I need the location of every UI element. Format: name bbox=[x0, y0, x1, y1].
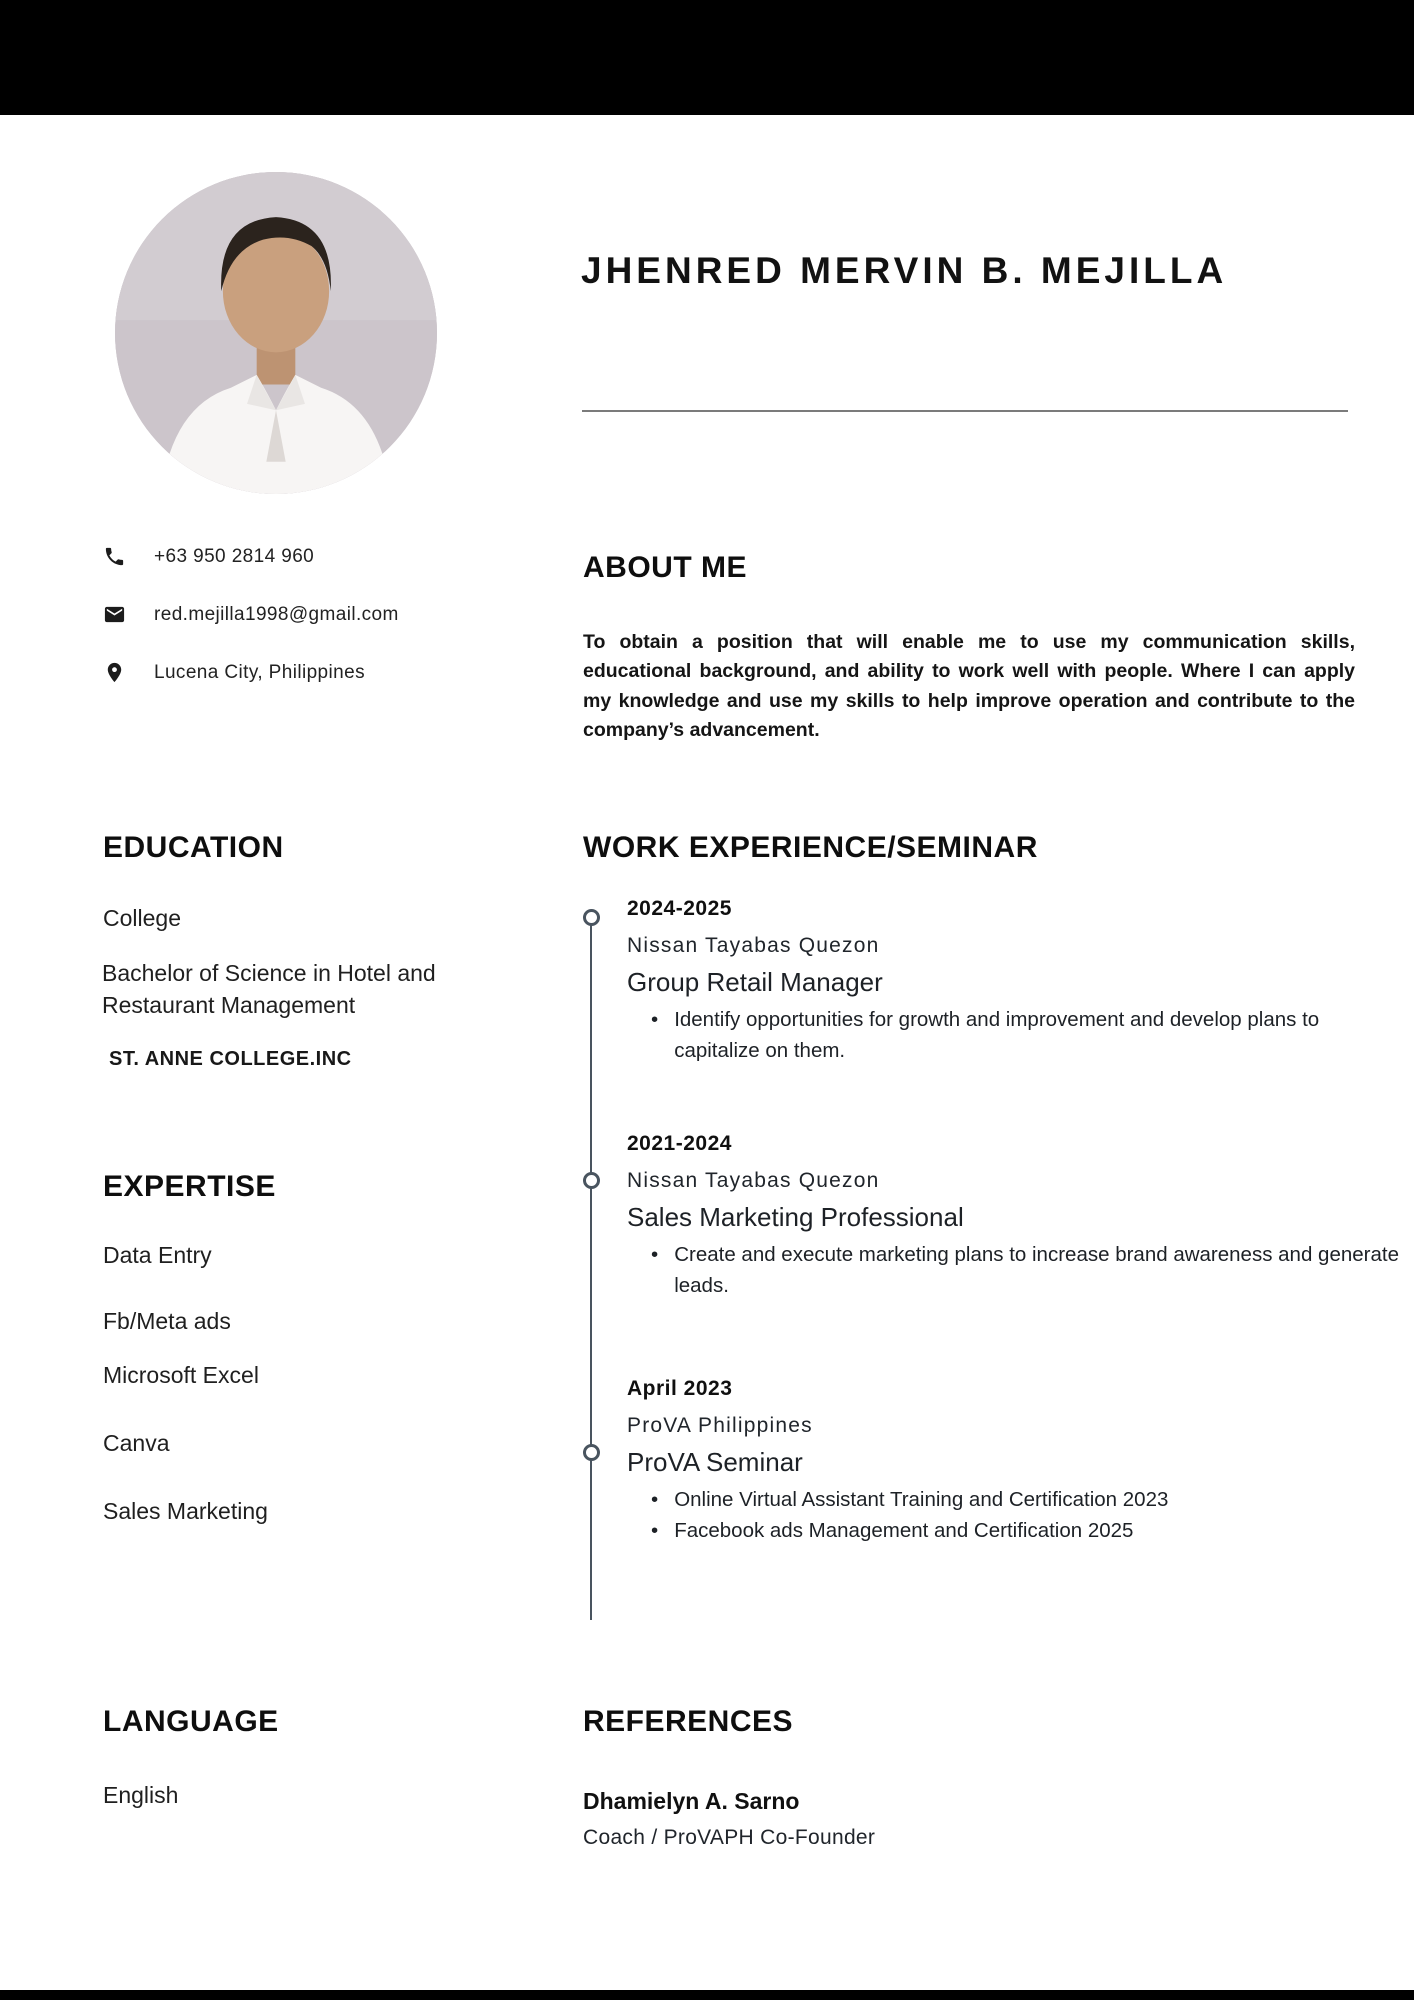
header-divider-line bbox=[582, 410, 1348, 412]
work-period: April 2023 bbox=[627, 1377, 733, 1400]
education-degree: Bachelor of Science in Hotel and Restaurant Management bbox=[102, 960, 436, 1018]
language-heading: LANGUAGE bbox=[103, 1705, 279, 1738]
work-entry bbox=[627, 897, 1402, 1067]
references-heading: REFERENCES bbox=[583, 1705, 794, 1738]
about-text: To obtain a position that will enable me to use my communication skills, educational background, and ability to work well with people. Where I can apply my knowledge and use my skills to help improve operation and contribute to the company’s advancement. bbox=[583, 631, 1355, 741]
expertise-item: Canva bbox=[103, 1430, 170, 1456]
education-heading: EDUCATION bbox=[103, 831, 284, 864]
reference-title: Coach / ProVAPH Co-Founder bbox=[583, 1826, 876, 1849]
about-heading: ABOUT ME bbox=[583, 551, 747, 584]
work-bullet: • Facebook ads Management and Certification 2025 bbox=[627, 1516, 1402, 1547]
work-role: ProVA Seminar bbox=[627, 1447, 803, 1477]
profile-photo bbox=[115, 172, 437, 494]
work-bullet: • Online Virtual Assistant Training and Certification 2023 bbox=[627, 1485, 1402, 1516]
education-school: ST. ANNE COLLEGE.INC bbox=[109, 1048, 352, 1070]
work-entry bbox=[627, 1132, 1402, 1302]
expertise-item: Fb/Meta ads bbox=[103, 1308, 231, 1334]
expertise-item: Microsoft Excel bbox=[103, 1362, 259, 1388]
work-bullet: • Create and execute marketing plans to increase brand awareness and generate leads. bbox=[627, 1240, 1402, 1302]
map-pin-icon bbox=[103, 661, 126, 684]
email-address: red.mejilla1998@gmail.com bbox=[154, 603, 399, 625]
work-company: ProVA Philippines bbox=[627, 1414, 813, 1437]
person-name: JHENRED MERVIN B. MEJILLA bbox=[581, 250, 1228, 291]
timeline-marker-3 bbox=[583, 1444, 600, 1461]
work-role: Sales Marketing Professional bbox=[627, 1202, 964, 1232]
expertise-item: Sales Marketing bbox=[103, 1498, 268, 1524]
work-entry bbox=[627, 1377, 1402, 1547]
work-company: Nissan Tayabas Quezon bbox=[627, 934, 880, 957]
education-level: College bbox=[103, 905, 181, 931]
contact-location bbox=[103, 661, 365, 684]
work-heading: WORK EXPERIENCE/SEMINAR bbox=[583, 831, 1038, 864]
reference-name: Dhamielyn A. Sarno bbox=[583, 1788, 800, 1814]
location-text: Lucena City, Philippines bbox=[154, 661, 365, 683]
work-period: 2021-2024 bbox=[627, 1132, 732, 1155]
expertise-item: Data Entry bbox=[103, 1242, 212, 1268]
expertise-heading: EXPERTISE bbox=[103, 1170, 276, 1203]
top-black-bar bbox=[0, 0, 1414, 115]
timeline-line bbox=[590, 917, 592, 1620]
profile-photo-illustration bbox=[115, 172, 437, 494]
phone-icon bbox=[103, 545, 126, 568]
envelope-icon bbox=[103, 603, 126, 626]
phone-number: +63 950 2814 960 bbox=[154, 545, 315, 567]
timeline-marker-1 bbox=[583, 909, 600, 926]
contact-email bbox=[103, 603, 399, 626]
work-bullet: • Identify opportunities for growth and improvement and develop plans to capitalize on them. bbox=[627, 1005, 1402, 1067]
timeline-marker-2 bbox=[583, 1172, 600, 1189]
work-company: Nissan Tayabas Quezon bbox=[627, 1169, 880, 1192]
language-item: English bbox=[103, 1782, 179, 1808]
work-period: 2024-2025 bbox=[627, 897, 732, 920]
contact-phone bbox=[103, 545, 314, 568]
bottom-black-bar bbox=[0, 1990, 1414, 2000]
work-role: Group Retail Manager bbox=[627, 967, 883, 997]
